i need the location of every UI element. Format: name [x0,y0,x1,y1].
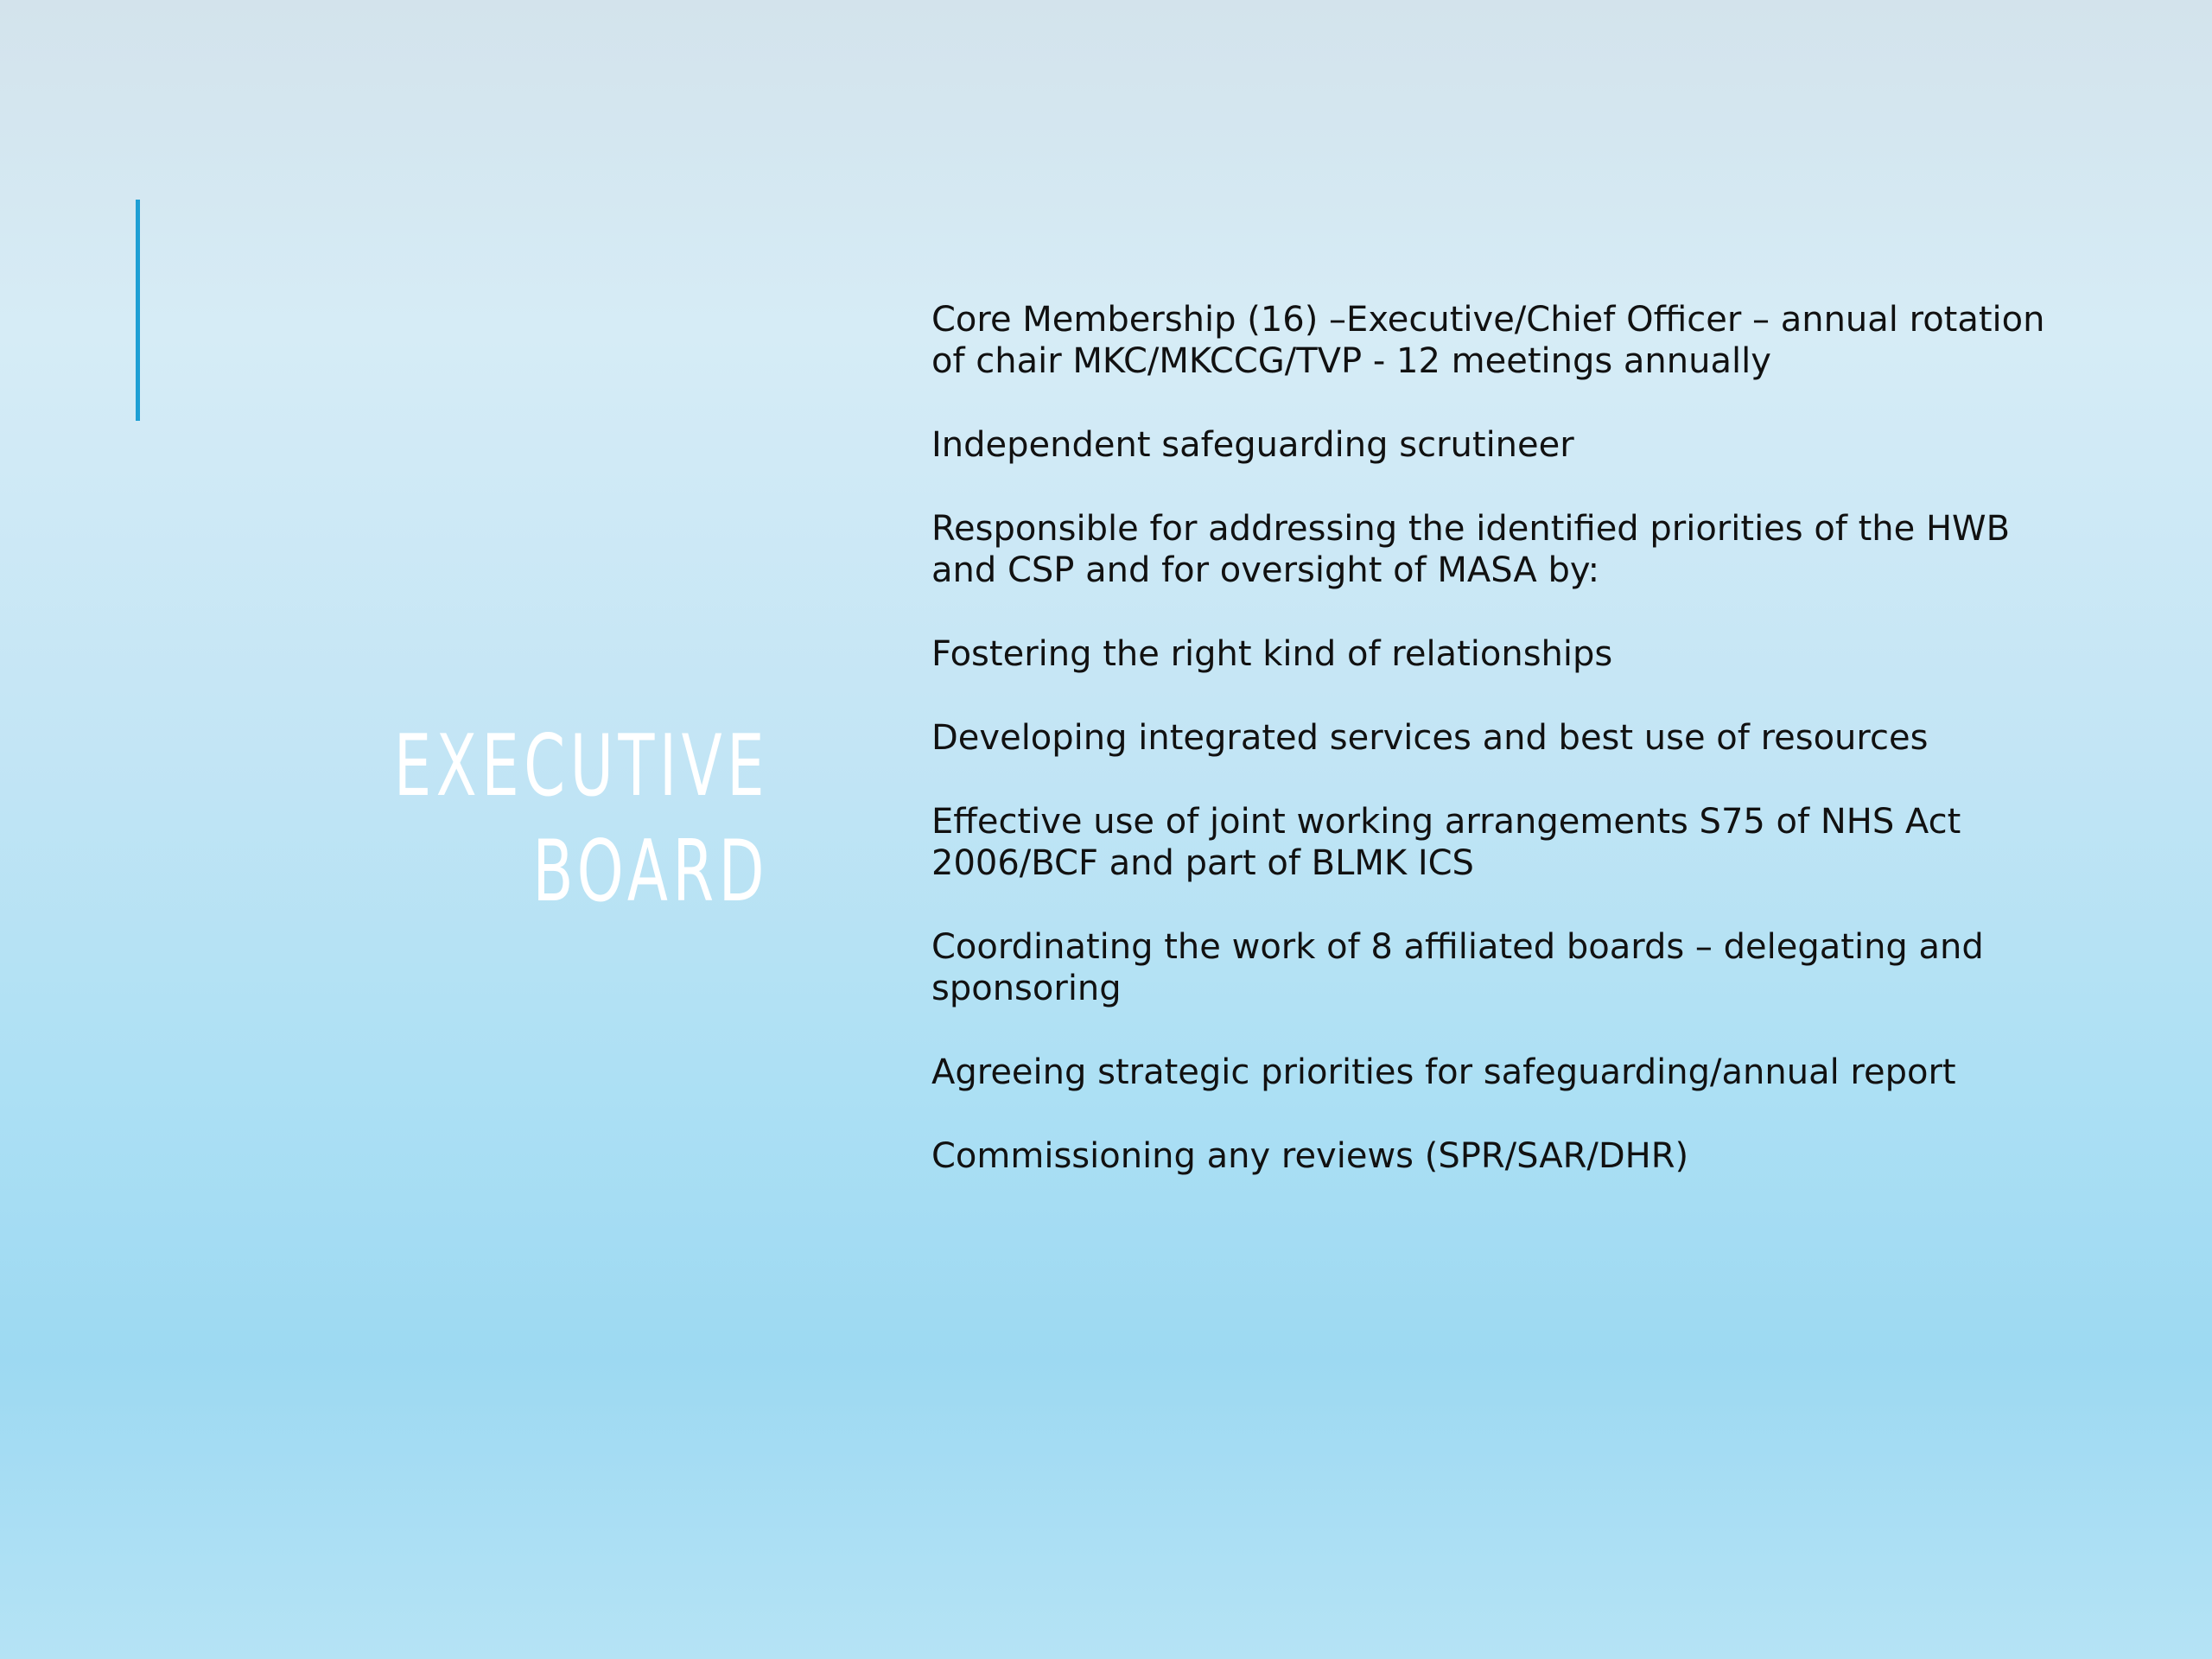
accent-bar [136,200,140,421]
slide-title [372,714,769,925]
paragraph-independent-scrutineer: Independent safeguarding scrutineer [931,425,1574,465]
paragraph-responsibilities: Responsible for addressing the identified priorities of the HWB and CSP and for oversight of MASA by: [931,509,2011,590]
paragraph-integrated-services: Developing integrated services and best use of resources [931,718,1929,758]
title-line-1: EXECUTIVE [393,717,769,816]
paragraph-affiliated-boards: Coordinating the work of 8 affiliated boards – delegating and sponsoring [931,927,1984,1008]
paragraph-commissioning-reviews: Commissioning any reviews (SPR/SAR/DHR) [931,1136,1689,1176]
paragraph-relationships: Fostering the right kind of relationships [931,634,1613,674]
title-line-2: BOARD [532,823,769,921]
paragraph-core-membership: Core Membership (16) –Executive/Chief Officer – annual rotation of chair MKC/MKCCG/TVP - 12 meetings annually [931,300,2045,381]
content-body [931,299,2046,1219]
paragraph-strategic-priorities: Agreeing strategic priorities for safeguarding/annual report [931,1052,1956,1092]
paragraph-joint-working: Effective use of joint working arrangements S75 of NHS Act 2006/BCF and part of BLMK ICS [931,802,1961,883]
